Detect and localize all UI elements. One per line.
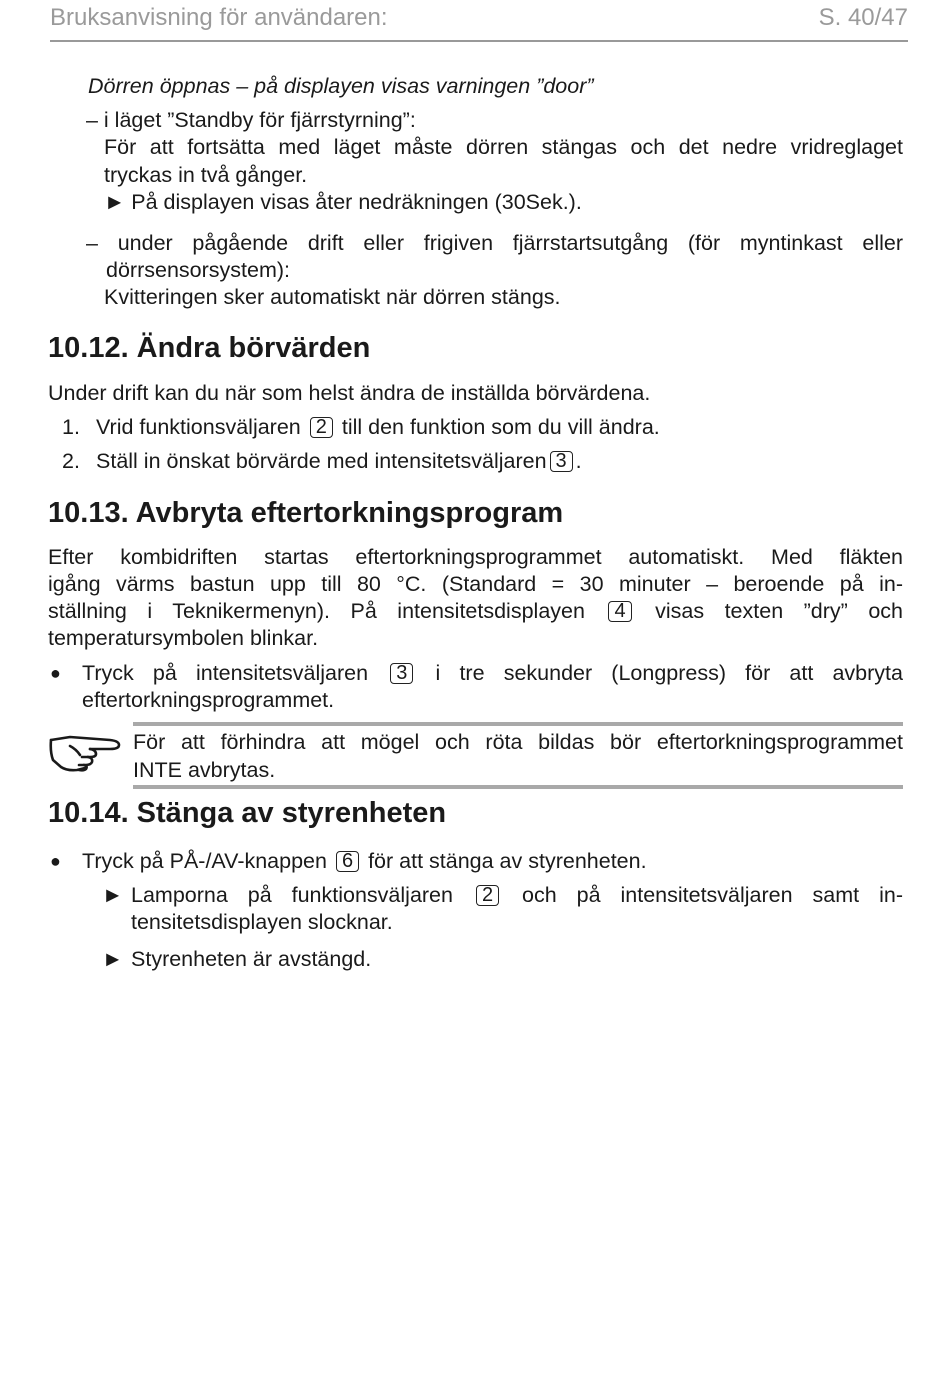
note-top-rule	[133, 722, 903, 726]
standby-text-2: tryckas in två gånger.	[104, 163, 308, 187]
door-heading: Dörren öppnas – på displayen visas varningen ”door”	[88, 74, 594, 98]
step-1-text-post: till den funktion som du vill ändra.	[341, 415, 660, 439]
step-2	[96, 448, 582, 474]
step-1	[96, 414, 660, 440]
result-1-text-2: tensitetsdisplayen slocknar.	[131, 910, 393, 934]
note-bottom-rule	[133, 785, 903, 789]
longpress-text-2: eftertorkningsprogrammet.	[82, 688, 335, 712]
arrow-icon: ►	[102, 947, 124, 971]
note-text-2: INTE avbrytas.	[133, 758, 276, 782]
arrow-icon: ►	[102, 883, 124, 907]
step-2-text-pre: Ställ in önskat börvärde med intensitetsväljaren	[96, 449, 547, 473]
section-10-13-text-1: Efter kombidriften startas eftertorkningsprogrammet automatiskt. Med fläkten	[48, 545, 903, 569]
section-10-14-title: 10.14. Stänga av styrenheten	[48, 797, 447, 829]
section-10-12-title: 10.12. Ändra börvärden	[48, 332, 371, 364]
key-2-label: 2	[476, 885, 499, 906]
power-off-step	[82, 848, 647, 874]
running-text-2: dörrsensorsystem):	[106, 258, 290, 282]
step-1-number: 1.	[62, 415, 80, 439]
step-2-text-post: .	[575, 449, 582, 473]
key-6-label: 6	[336, 851, 359, 872]
longpress-text-1	[82, 660, 903, 686]
section-10-13-text-3	[48, 598, 903, 624]
power-off-text-post: för att stänga av styrenheten.	[368, 849, 647, 873]
step-2-number: 2.	[62, 449, 80, 473]
section-10-13-text-4: temperatursymbolen blinkar.	[48, 626, 319, 650]
step-1-text-pre: Vrid funktionsväljaren	[96, 415, 301, 439]
section-10-12-intro: Under drift kan du när som helst ändra de inställda börvärdena.	[48, 381, 651, 405]
page-number: S. 40/47	[818, 4, 908, 31]
key-2-label: 2	[310, 417, 333, 438]
note-text-1: För att förhindra att mögel och röta bildas bör eftertorkningsprogrammet	[133, 730, 903, 754]
running-text-1: – under pågående drift eller frigiven fjärrstartsutgång (för myntinkast eller	[86, 231, 903, 255]
running-text-3: Kvitteringen sker automatiskt när dörren stängs.	[104, 285, 561, 309]
key-3-label: 3	[390, 663, 413, 684]
standby-label: – i läget ”Standby för fjärrstyrning”:	[86, 108, 416, 132]
power-off-text-pre: Tryck på PÅ-/AV-knappen	[82, 849, 327, 873]
section-10-13-text-3-post: visas texten ”dry” och	[655, 599, 904, 623]
standby-text-1: För att fortsätta med läget måste dörren stängas och det nedre vridreglaget	[104, 135, 903, 159]
result-1-text-1	[131, 882, 903, 908]
result-1-text-post: och på intensitetsväljaren samt in-	[522, 883, 903, 907]
section-10-13-text-2: igång värms bastun upp till 80 °C. (Standard = 30 minuter – beroende på in-	[48, 572, 903, 596]
bullet-icon: ●	[50, 663, 61, 683]
key-4-label: 4	[608, 601, 631, 622]
section-10-13-text-3-pre: ställning i Teknikermenyn). På intensitetsdisplayen	[48, 599, 585, 623]
pointing-hand-icon	[48, 732, 124, 774]
bullet-icon: ●	[50, 851, 61, 871]
section-10-13-title: 10.13. Avbryta eftertorkningsprogram	[48, 497, 564, 529]
longpress-text-1-pre: Tryck på intensitetsväljaren	[82, 661, 369, 685]
result-1-text-pre: Lamporna på funktionsväljaren	[131, 883, 453, 907]
result-2-text: Styrenheten är avstängd.	[131, 947, 372, 971]
header-title: Bruksanvisning för användaren:	[50, 4, 388, 31]
longpress-text-1-post: i tre sekunder (Longpress) för att avbryta	[435, 661, 903, 685]
key-3-label: 3	[550, 451, 573, 472]
page-header	[50, 2, 908, 42]
standby-result: ► På displayen visas åter nedräkningen (30Sek.).	[104, 190, 582, 214]
